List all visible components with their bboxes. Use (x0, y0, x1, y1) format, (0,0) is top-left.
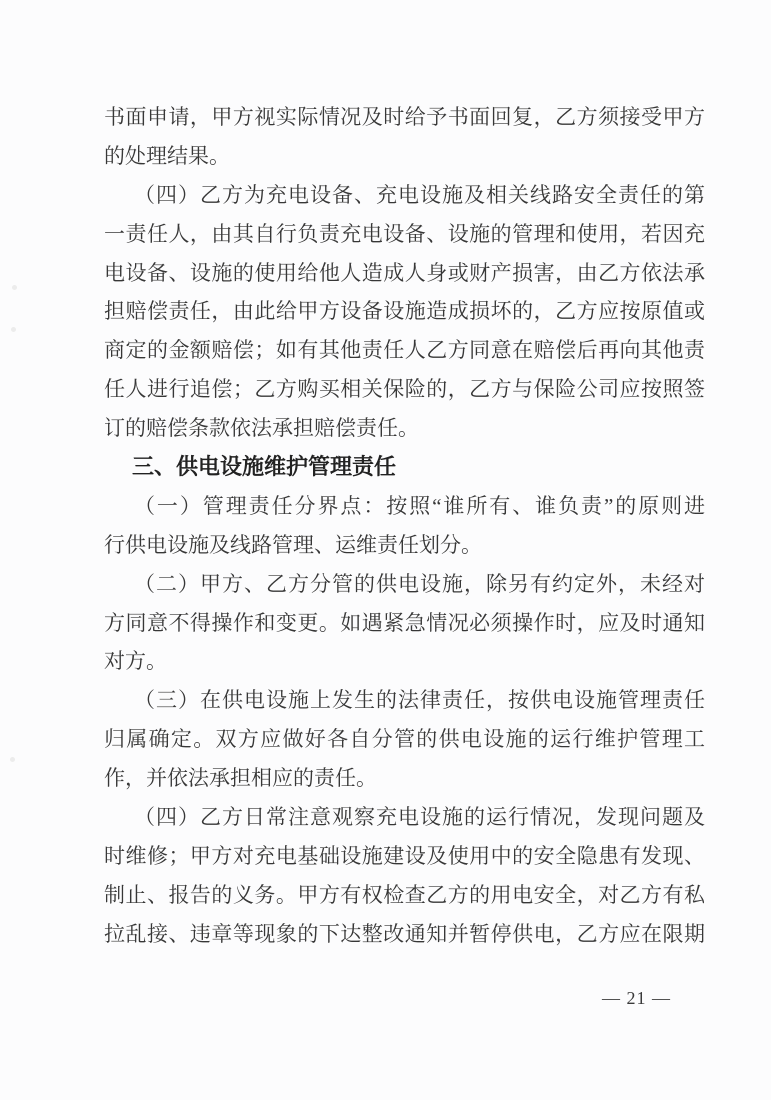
text-line: 归属确定。双方应做好各自分管的供电设施的运行维护管理工 (104, 727, 705, 752)
scan-speck (11, 327, 16, 332)
text-line: 时维修；甲方对充电基础设施建设及使用中的安全隐患有发现、 (104, 843, 705, 868)
document-body (104, 98, 705, 954)
text-line: 一责任人，由其自行负责充电设备、设施的管理和使用，若因充 (104, 221, 705, 246)
text-line: 对方。 (104, 649, 167, 674)
text-line: 制止、报告的义务。甲方有权检查乙方的用电安全，对乙方有私 (104, 882, 705, 907)
text-line: 商定的金额赔偿；如有其他责任人乙方同意在赔偿后再向其他责 (104, 338, 705, 363)
text-line: （三）在供电设施上发生的法律责任，按供电设施管理责任 (134, 688, 705, 713)
section-heading: 三、供电设施维护管理责任 (132, 454, 397, 480)
text-line: 任人进行追偿；乙方购买相关保险的，乙方与保险公司应按照签 (104, 377, 705, 402)
text-line: 订的赔偿条款依法承担赔偿责任。 (104, 416, 419, 441)
text-line: 书面申请，甲方视实际情况及时给予书面回复，乙方须接受甲方 (104, 105, 705, 129)
text-line: 电设备、设施的使用给他人造成人身或财产损害，由乙方依法承 (104, 260, 705, 285)
text-line: 作，并依法承担相应的责任。 (104, 766, 377, 791)
scan-speck (10, 757, 15, 762)
text-line: （一）管理责任分界点：按照“谁所有、谁负责”的原则进 (134, 493, 705, 518)
text-line: 拉乱接、违章等现象的下达整改通知并暂停供电，乙方应在限期 (104, 921, 705, 946)
text-line: 行供电设施及线路管理、运维责任划分。 (104, 532, 482, 557)
text-line: 担赔偿责任，由此给甲方设备设施造成损坏的，乙方应按原值或 (104, 299, 705, 324)
text-line: （二）甲方、乙方分管的供电设施，除另有约定外，未经对 (134, 571, 705, 596)
text-line: （四）乙方为充电设备、充电设施及相关线路安全责任的第 (134, 182, 705, 207)
text-line: 方同意不得操作和变更。如遇紧急情况必须操作时，应及时通知 (104, 610, 705, 635)
text-line: （四）乙方日常注意观察充电设施的运行情况，发现问题及 (134, 805, 705, 830)
text-line: 的处理结果。 (104, 143, 230, 168)
scan-speck (12, 285, 17, 290)
page-number: — 21 — (602, 988, 671, 1008)
